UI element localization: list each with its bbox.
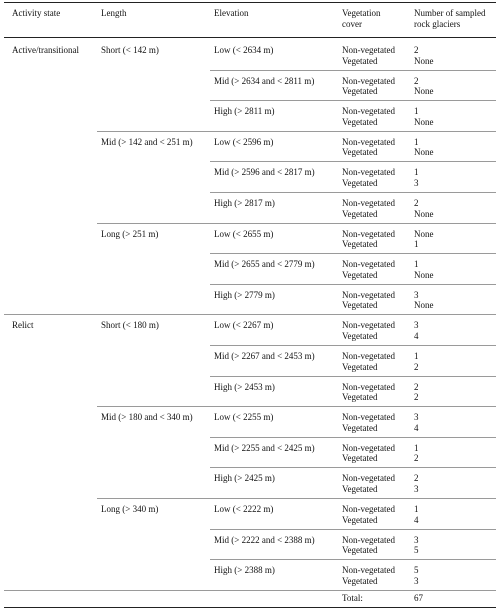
vegetated-label: Vegetated (342, 483, 378, 494)
non-vegetated-count: 1 (414, 504, 419, 514)
sample-count-cell (414, 412, 419, 433)
vegetated-label: Vegetated (342, 361, 378, 372)
vegetated-label: Vegetated (342, 300, 378, 311)
non-vegetated-label: Non-vegetated (342, 351, 395, 361)
vegetated-count: 3 (414, 575, 419, 586)
vegetated-count: 1 (414, 239, 419, 250)
sample-count-cell (414, 320, 419, 341)
vegetated-count: None (414, 147, 434, 158)
vegetated-label: Vegetated (342, 55, 378, 66)
non-vegetated-count: None (414, 228, 434, 239)
vegetated-label: Vegetated (342, 422, 378, 433)
vegetated-count: 4 (414, 330, 419, 341)
non-vegetated-label: Non-vegetated (342, 565, 395, 576)
vegetation-cover-cell (342, 167, 395, 188)
vegetated-label: Vegetated (342, 86, 378, 97)
vegetated-label: Vegetated (342, 147, 378, 158)
non-vegetated-count: 2 (414, 381, 419, 392)
vegetated-label: Vegetated (342, 575, 378, 586)
length-label: Short (< 142 m) (101, 45, 159, 55)
sample-count-cell (414, 535, 419, 556)
vegetation-cover-cell (342, 412, 395, 433)
vegetation-cover-cell (342, 198, 395, 219)
non-vegetated-label: Non-vegetated (342, 106, 395, 117)
row-separator (4, 314, 496, 315)
vegetated-count: 3 (414, 483, 419, 494)
row-separator (97, 131, 496, 132)
vegetated-count: None (414, 55, 434, 66)
header-vegetation-line-2: cover (342, 18, 362, 29)
row-separator (210, 559, 496, 560)
non-vegetated-count: 1 (414, 259, 419, 270)
sample-count-cell (414, 565, 419, 586)
vegetation-cover-cell (342, 473, 395, 494)
elevation-label: Low (< 2655 m) (214, 228, 274, 239)
header-vegetation-line-1: Vegetation (342, 8, 381, 18)
non-vegetated-count: 1 (414, 167, 419, 178)
vegetation-cover-cell (342, 382, 395, 403)
sample-count-cell (414, 198, 434, 219)
sample-count-cell (414, 229, 434, 250)
vegetated-label: Vegetated (342, 392, 378, 403)
header-activity-state: Activity state (12, 8, 61, 18)
elevation-label: Mid (> 2596 and < 2817 m) (214, 167, 315, 178)
row-separator (210, 70, 496, 71)
elevation-label: High (> 2388 m) (214, 565, 275, 576)
non-vegetated-label: Non-vegetated (342, 320, 395, 331)
vegetation-cover-cell (342, 259, 395, 280)
row-separator (210, 376, 496, 377)
elevation-label: High (> 2779 m) (214, 289, 275, 300)
vegetation-cover-cell (342, 504, 395, 525)
vegetation-cover-cell (342, 76, 395, 97)
activity-state-label: Relict (12, 320, 34, 331)
length-label: Mid (> 180 and < 340 m) (101, 412, 193, 423)
non-vegetated-label: Non-vegetated (342, 75, 395, 86)
vegetated-label: Vegetated (342, 239, 378, 250)
vegetation-cover-cell (342, 565, 395, 586)
sample-count-cell (414, 290, 434, 311)
vegetated-label: Vegetated (342, 208, 378, 219)
non-vegetated-label: Non-vegetated (342, 45, 395, 55)
vegetation-cover-cell (342, 137, 395, 158)
length-label: Long (> 251 m) (101, 228, 159, 239)
vegetated-label: Vegetated (342, 116, 378, 127)
vegetation-cover-cell (342, 535, 395, 556)
vegetated-count: 5 (414, 545, 419, 556)
vegetated-label: Vegetated (342, 330, 378, 341)
elevation-label: Mid (> 2222 and < 2388 m) (214, 534, 315, 545)
header-elevation: Elevation (214, 8, 249, 18)
non-vegetated-label: Non-vegetated (342, 198, 395, 208)
row-separator (97, 498, 496, 499)
row-separator (210, 467, 496, 468)
vegetated-count: None (414, 208, 434, 219)
vegetated-count: 2 (414, 392, 419, 403)
sample-count-cell (414, 76, 434, 97)
vegetated-count: 2 (414, 361, 419, 372)
non-vegetated-label: Non-vegetated (342, 259, 395, 270)
header-number-line-2: rock glaciers (414, 18, 461, 29)
non-vegetated-label: Non-vegetated (342, 473, 395, 484)
non-vegetated-count: 3 (414, 412, 419, 423)
non-vegetated-label: Non-vegetated (342, 289, 395, 300)
elevation-label: Low (< 2267 m) (214, 320, 274, 331)
vegetated-count: None (414, 86, 434, 97)
header-rule (4, 37, 496, 38)
vegetation-cover-cell (342, 443, 395, 464)
sample-count-cell (414, 443, 419, 464)
vegetated-label: Vegetated (342, 545, 378, 556)
row-separator (210, 192, 496, 193)
elevation-label: Mid (> 2255 and < 2425 m) (214, 442, 315, 453)
vegetated-count: None (414, 269, 434, 280)
sample-count-cell (414, 259, 434, 280)
non-vegetated-count: 2 (414, 198, 419, 208)
non-vegetated-count: 5 (414, 565, 419, 576)
header-vegetation-cover (342, 8, 381, 29)
non-vegetated-label: Non-vegetated (342, 534, 395, 545)
non-vegetated-label: Non-vegetated (342, 412, 395, 423)
vegetated-count: None (414, 300, 434, 311)
row-separator (210, 345, 496, 346)
elevation-label: High (> 2425 m) (214, 473, 275, 484)
non-vegetated-count: 1 (414, 106, 419, 117)
vegetation-cover-cell (342, 320, 395, 341)
top-rule (4, 2, 496, 3)
vegetated-label: Vegetated (342, 453, 378, 464)
non-vegetated-label: Non-vegetated (342, 442, 395, 453)
sample-count-cell (414, 473, 419, 494)
non-vegetated-count: 1 (414, 136, 419, 147)
elevation-label: Low (< 2596 m) (214, 136, 274, 147)
elevation-label: High (> 2453 m) (214, 381, 275, 392)
vegetated-count: None (414, 116, 434, 127)
header-number-sampled (414, 8, 485, 29)
row-separator (97, 223, 496, 224)
vegetated-count: 3 (414, 177, 419, 188)
elevation-label: Low (< 2255 m) (214, 412, 274, 423)
vegetated-count: 4 (414, 422, 419, 433)
sample-count-cell (414, 351, 419, 372)
vegetation-cover-cell (342, 106, 395, 127)
row-separator (210, 253, 496, 254)
vegetated-count: 2 (414, 453, 419, 464)
vegetated-label: Vegetated (342, 177, 378, 188)
sample-count-cell (414, 137, 434, 158)
non-vegetated-label: Non-vegetated (342, 167, 395, 178)
non-vegetated-label: Non-vegetated (342, 136, 395, 147)
non-vegetated-count: 3 (414, 534, 419, 545)
elevation-label: Mid (> 2634 and < 2811 m) (214, 75, 315, 86)
length-label: Mid (> 142 and < 251 m) (101, 136, 193, 147)
length-label: Long (> 340 m) (101, 504, 159, 514)
non-vegetated-count: 2 (414, 45, 419, 55)
non-vegetated-count: 3 (414, 289, 419, 300)
row-separator (4, 590, 496, 591)
total-value: 67 (414, 592, 423, 603)
vegetation-cover-cell (342, 229, 395, 250)
table-body (4, 0, 496, 608)
non-vegetated-count: 1 (414, 351, 419, 361)
row-separator (210, 437, 496, 438)
vegetation-cover-cell (342, 290, 395, 311)
elevation-label: Mid (> 2267 and < 2453 m) (214, 351, 315, 361)
elevation-label: High (> 2817 m) (214, 198, 275, 208)
non-vegetated-label: Non-vegetated (342, 381, 395, 392)
total-label: Total: (342, 592, 363, 603)
row-separator (210, 284, 496, 285)
vegetated-count: 4 (414, 514, 419, 525)
activity-state-label: Active/transitional (12, 45, 79, 55)
header-number-line-1: Number of sampled (414, 8, 486, 18)
non-vegetated-count: 2 (414, 75, 419, 86)
elevation-label: High (> 2811 m) (214, 106, 275, 117)
elevation-label: Low (< 2222 m) (214, 504, 274, 514)
sample-count-cell (414, 106, 434, 127)
sample-count-cell (414, 167, 419, 188)
vegetated-label: Vegetated (342, 514, 378, 525)
row-separator (97, 406, 496, 407)
elevation-label: Low (< 2634 m) (214, 45, 274, 55)
non-vegetated-count: 3 (414, 320, 419, 331)
non-vegetated-label: Non-vegetated (342, 504, 395, 514)
header-length: Length (101, 8, 127, 18)
sample-count-cell (414, 382, 419, 403)
sample-count-cell (414, 45, 434, 66)
non-vegetated-label: Non-vegetated (342, 228, 395, 239)
non-vegetated-count: 1 (414, 442, 419, 453)
vegetation-cover-cell (342, 351, 395, 372)
vegetated-label: Vegetated (342, 269, 378, 280)
elevation-label: Mid (> 2655 and < 2779 m) (214, 259, 315, 270)
length-label: Short (< 180 m) (101, 320, 159, 331)
sample-count-cell (414, 504, 419, 525)
vegetation-cover-cell (342, 45, 395, 66)
row-separator (210, 161, 496, 162)
non-vegetated-count: 2 (414, 473, 419, 484)
row-separator (210, 529, 496, 530)
row-separator (210, 100, 496, 101)
